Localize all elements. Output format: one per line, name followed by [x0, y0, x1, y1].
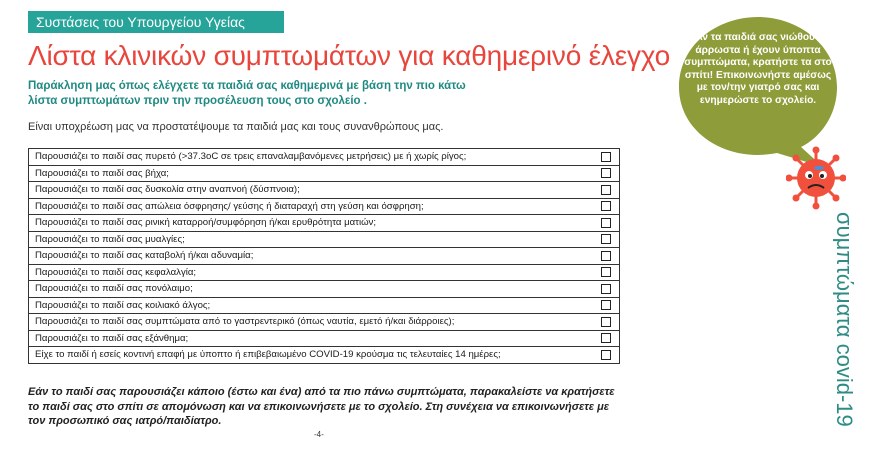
- checklist-row: [29, 215, 620, 232]
- symptom-question: Παρουσιάζει το παιδί σας βήχα;: [29, 165, 594, 182]
- checklist-row: [29, 281, 620, 298]
- symptom-question: Παρουσιάζει το παιδί σας ρινική καταρροή/συμφόρηση ή/και ερυθρότητα ματιών;: [29, 215, 594, 232]
- checkbox-cell: [594, 182, 620, 199]
- symptom-checkbox[interactable]: [601, 168, 611, 178]
- symptom-checkbox[interactable]: [601, 201, 611, 211]
- symptom-checkbox[interactable]: [601, 218, 611, 228]
- symptom-question: Παρουσιάζει το παιδί σας πονόλαιμο;: [29, 281, 594, 298]
- checklist-row: [29, 149, 620, 166]
- symptom-question: Παρουσιάζει το παιδί σας εξάνθημα;: [29, 330, 594, 347]
- symptom-checkbox[interactable]: [601, 317, 611, 327]
- checklist-row: [29, 165, 620, 182]
- warning-text: Εάν το παιδί σας παρουσιάζει κάποιο (έστω και ένα) από τα πιο πάνω συμπτώματα, παρακαλείστε να κρατήσετε το παιδί σας στο σπίτι σε απομόνωση και να επικοινωνήσετε με το σχολείο. Στη συνέχεια να επικοινωνήσετε με τον προσωπικό σας ιατρό/παιδίατρο.: [28, 386, 615, 427]
- symptom-question: Παρουσιάζει το παιδί σας δυσκολία στην αναπνοή (δύσπνοια);: [29, 182, 594, 199]
- symptom-checkbox[interactable]: [601, 234, 611, 244]
- checkbox-cell: [594, 297, 620, 314]
- checklist-row: [29, 198, 620, 215]
- checklist-row: [29, 182, 620, 199]
- symptom-checkbox[interactable]: [601, 300, 611, 310]
- checkbox-cell: [594, 165, 620, 182]
- symptom-checklist: [28, 148, 620, 364]
- checkbox-cell: [594, 264, 620, 281]
- symptom-question: Παρουσιάζει το παιδί σας κοιλιακό άλγος;: [29, 297, 594, 314]
- bubble-text: Αν τα παιδιά σας νιώθουν άρρωστα ή έχουν ύποπτα συμπτώματα, κρατήστε τα στο σπίτι! Επικοινωνήστε αμέσως με τον/την γιατρό σας και ενημερώστε το σχολείο.: [684, 32, 832, 106]
- checklist-row: [29, 297, 620, 314]
- symptom-question: Παρουσιάζει το παιδί σας κεφαλαλγία;: [29, 264, 594, 281]
- checkbox-cell: [594, 149, 620, 166]
- symptom-question: Παρουσιάζει το παιδί σας μυαλγίες;: [29, 231, 594, 248]
- page-title: Λίστα κλινικών συμπτωμάτων για καθημερινό έλεγχο: [28, 40, 670, 71]
- symptom-question: Παρουσιάζει το παιδί σας απώλεια όσφρησης/ γεύσης ή διαταραχή στη γεύση και όσφρηση;: [29, 198, 594, 215]
- page-number: -4-: [314, 430, 324, 439]
- checkbox-cell: [594, 231, 620, 248]
- symptom-question: Παρουσιάζει το παιδί σας συμπτώματα από το γαστρεντερικό (όπως ναυτία, εμετό ή/και διάρροιες);: [29, 314, 594, 331]
- checkbox-cell: [594, 198, 620, 215]
- obligation-text: Είναι υποχρέωση μας να προστατέψουμε τα παιδιά μας και τους συνανθρώπους μας.: [28, 121, 444, 133]
- header-tag: Συστάσεις του Υπουργείου Υγείας: [28, 11, 284, 33]
- symptom-checkbox[interactable]: [601, 333, 611, 343]
- checkbox-cell: [594, 314, 620, 331]
- checkbox-cell: [594, 248, 620, 265]
- checkbox-cell: [594, 281, 620, 298]
- symptom-question: Παρουσιάζει το παιδί σας καταβολή ή/και αδυναμία;: [29, 248, 594, 265]
- checkbox-cell: [594, 347, 620, 364]
- symptom-question: Παρουσιάζει το παιδί σας πυρετό (>37.3oC σε τρεις επαναλαμβανόμενες μετρήσεις) με ή χωρίς ρίγος;: [29, 149, 594, 166]
- symptom-question: Είχε το παιδί ή εσείς κοντινή επαφή με ύποπτο ή επιβεβαιωμένο COVID-19 κρούσμα τις τελευταίες 14 ημέρες;: [29, 347, 594, 364]
- checklist-row: [29, 248, 620, 265]
- symptom-checkbox[interactable]: [601, 152, 611, 162]
- checkbox-cell: [594, 330, 620, 347]
- checklist-row: [29, 330, 620, 347]
- symptom-checkbox[interactable]: [601, 251, 611, 261]
- virus-icon: [786, 146, 846, 210]
- checklist-row: [29, 231, 620, 248]
- checklist-row: [29, 264, 620, 281]
- symptom-checkbox[interactable]: [601, 267, 611, 277]
- symptom-checkbox[interactable]: [601, 284, 611, 294]
- symptom-checkbox[interactable]: [601, 185, 611, 195]
- checkbox-cell: [594, 215, 620, 232]
- intro-text: Παράκληση μας όπως ελέγχετε τα παιδιά σας καθημερινά με βάση την πιο κάτω λίστα συμπτωμάτων πριν την προσέλευση τους στο σχολείο .: [28, 80, 466, 107]
- side-title: συμπτώματα covid-19: [832, 212, 857, 427]
- checklist-row: [29, 314, 620, 331]
- checklist-row: [29, 347, 620, 364]
- symptom-checkbox[interactable]: [601, 350, 611, 360]
